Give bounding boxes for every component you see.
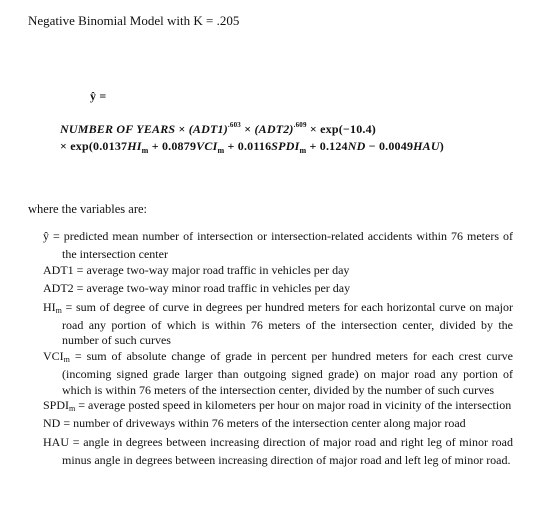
formula-line-2: × $\exp(0.0137HI_m + 0.0879VCI_m$ + $0.0116SPDI_m + 0.124ND - 0.0049HAU$) (60, 139, 444, 155)
variable-definitions (43, 229, 513, 469)
definition-nd: ND = number of driveways within 76 meters of the intersection center along major road (43, 416, 466, 431)
definition-adt2: ADT2 = average two-way minor road traffic in vehicles per day (43, 281, 351, 296)
definition-hau: HAU = angle in degrees between increasing direction of major road and right leg of minor road minus angle in degrees between increasing direction of major road and left leg of minor road. (43, 434, 513, 468)
definition-adt1: ADT1 = average two-way major road traffic in vehicles per day (43, 262, 350, 277)
definition-hi: $HI_m$ = sum of degree of curve in degrees per hundred meters for each horizontal curve on major road any portion of which is within 76 meters of the intersection center, divided by the number of such curves (43, 299, 513, 348)
model-formula (60, 88, 444, 159)
variables-intro: where the variables are: (28, 202, 148, 216)
definition-yhat: ŷ = predicted mean number of intersection or intersection-related accidents within 76 meters of the intersection center (43, 229, 513, 262)
definition-vci: $VCI_m$ = sum of absolute change of grade in percent per hundred meters for each crest curve (incoming signed grade larger than outgoing signed grade) on major road any portion of which is within 76 meters of the intersection center, divided by the number of such curves (43, 348, 513, 397)
formula-line-1: NUMBER OF YEARS × $(ADT1)^{.603} \times (ADT2)^{.609} \times \exp(-10.4)$ (60, 121, 376, 136)
formula-lhs: ŷ = (90, 89, 107, 103)
document-title: Negative Binomial Model with K = .205 (28, 13, 240, 28)
definition-spdi: $SPDI_m$ = average posted speed in kilometers per hour on major road in vicinity of the intersection (43, 398, 512, 414)
